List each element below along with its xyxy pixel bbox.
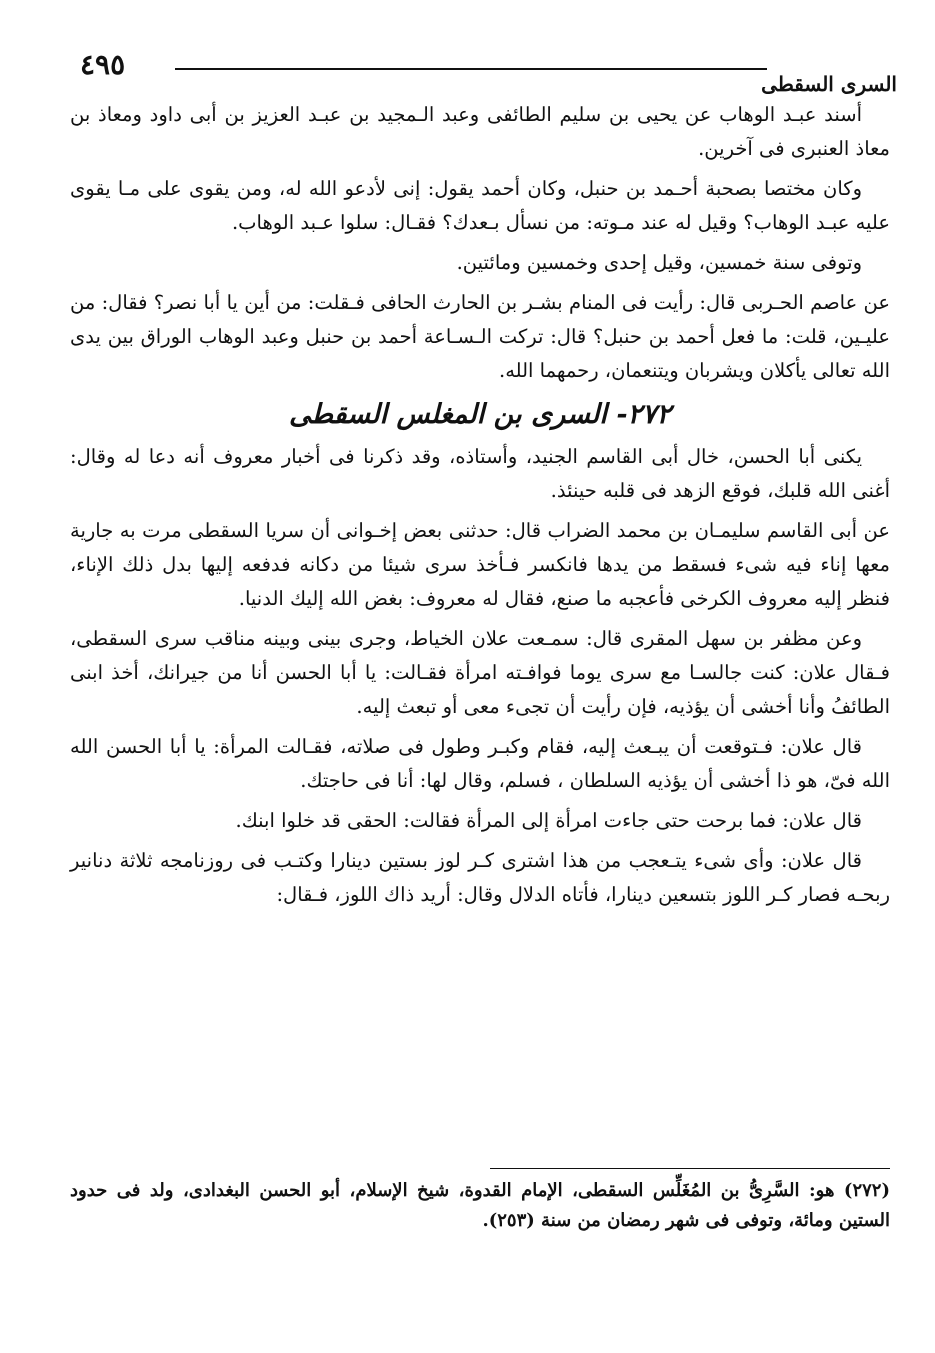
footnote-rule bbox=[490, 1168, 890, 1169]
page-header bbox=[80, 48, 897, 98]
paragraph: وعن مظفر بن سهل المقرى قال: سمـعت علان الخياط، وجرى بينى وبينه مناقب سرى السقطى، فـقال علان: كنت جالسـا مع سرى يوما فوافـته امرأة فقـالت: يا أبا الحسن أنا من جيرانك، أخذ ابنى الطائفُ وأنا أخشى أن يؤذيه، فإن رأيت أن تجىء معى أو تبعث إليه. bbox=[70, 627, 890, 718]
paragraph: قال علان: فـتوقعت أن يبـعث إليه، فقام وكبـر وطول فى صلاته، فقـالت المرأة: يا أبا الحسن الله الله فىّ، هو ذا أخشى أن يؤذيه السلطان ، فسلم، وقال لها: أنا فى حاجتك. bbox=[70, 735, 890, 792]
paragraph: قال علان: فما برحت حتى جاءت امرأة إلى المرأة فقالت: الحقى قد خلوا ابنك. bbox=[235, 809, 862, 832]
header-rule bbox=[175, 68, 767, 70]
paragraph: عن عاصم الحـربى قال: رأيت فى المنام بشـر بن الحارث الحافى فـقلت: من أين يا أبا نصر؟ فقال: من عليـين، قلت: ما فعل أحمد بن حنبل؟ قال: تركت الـسـاعة أحمد بن حنبل وعبد الوهاب الوراق بين يدى الله تعالى يأكلان ويشربان ويتنعمان، رحمهما الله. bbox=[70, 291, 890, 382]
main-text bbox=[70, 98, 890, 918]
paragraph: عن أبى القاسم سليمـان بن محمد الضراب قال: حدثنى بعض إخـوانى أن سريا السقطى مرت به جارية معها إناء فيه شىء فسقط من يدها فانكسر فـأخذ سرى شيئا من دكانه فدفعه إليها بدل ذلك الإناء، فنظر إليه معروف الكرخى فأعجبه ما صنع، فقال له معروف: بغض الله إليك الدنيا. bbox=[70, 519, 890, 610]
paragraph: وتوفى سنة خمسين، وقيل إحدى وخمسين ومائتين. bbox=[456, 251, 862, 274]
paragraph: وكان مختصا بصحبة أحـمد بن حنبل، وكان أحمد يقول: إنى لأدعو الله له، ومن يقوى على مـا يقوى عليه عبـد الوهاب؟ وقيل له عند مـوته: من نسأل بـعدك؟ فقـال: سلوا عـبد الوهاب. bbox=[70, 177, 890, 234]
paragraph: يكنى أبا الحسن، خال أبى القاسم الجنيد، وأستاذه، وقد ذكرنا فى أخبار معروف أنه دعا له وقال: أغنى الله قلبك، فوقع الزهد فى قلبه حينئذ. bbox=[70, 445, 890, 502]
paragraph: قال علان: وأى شىء يتـعجب من هذا اشترى كـر لوز بستين دينارا وكتـب فى روزنامجه ثلاثة دنانير ربحـه فصار كـر اللوز بتسعين دينارا، فأتاه الدلال وقال: أريد ذاك اللوز، فـقال: bbox=[70, 849, 890, 906]
footnote: (٢٧٢) هو: السَّرِىُّ بن المُغَلِّس السقطى، الإمام القدوة، شيخ الإسلام، أبو الحسن البغدادى، ولد فى حدود الستين ومائة، وتوفى فى شهر رمضان من سنة (٢٥٣). bbox=[70, 1180, 890, 1231]
paragraph: أسند عبـد الوهاب عن يحيى بن سليم الطائفى وعبد الـمجيد بن عبـد العزيز بن أبى داود ومعاذ بن معاذ العنبرى فى آخرين. bbox=[70, 103, 890, 160]
page-number: ٤٩٥ bbox=[80, 48, 126, 81]
running-title: السرى السقطى bbox=[761, 72, 897, 96]
section-heading: ٢٧٢- السرى بن المغلس السقطى bbox=[288, 399, 672, 430]
